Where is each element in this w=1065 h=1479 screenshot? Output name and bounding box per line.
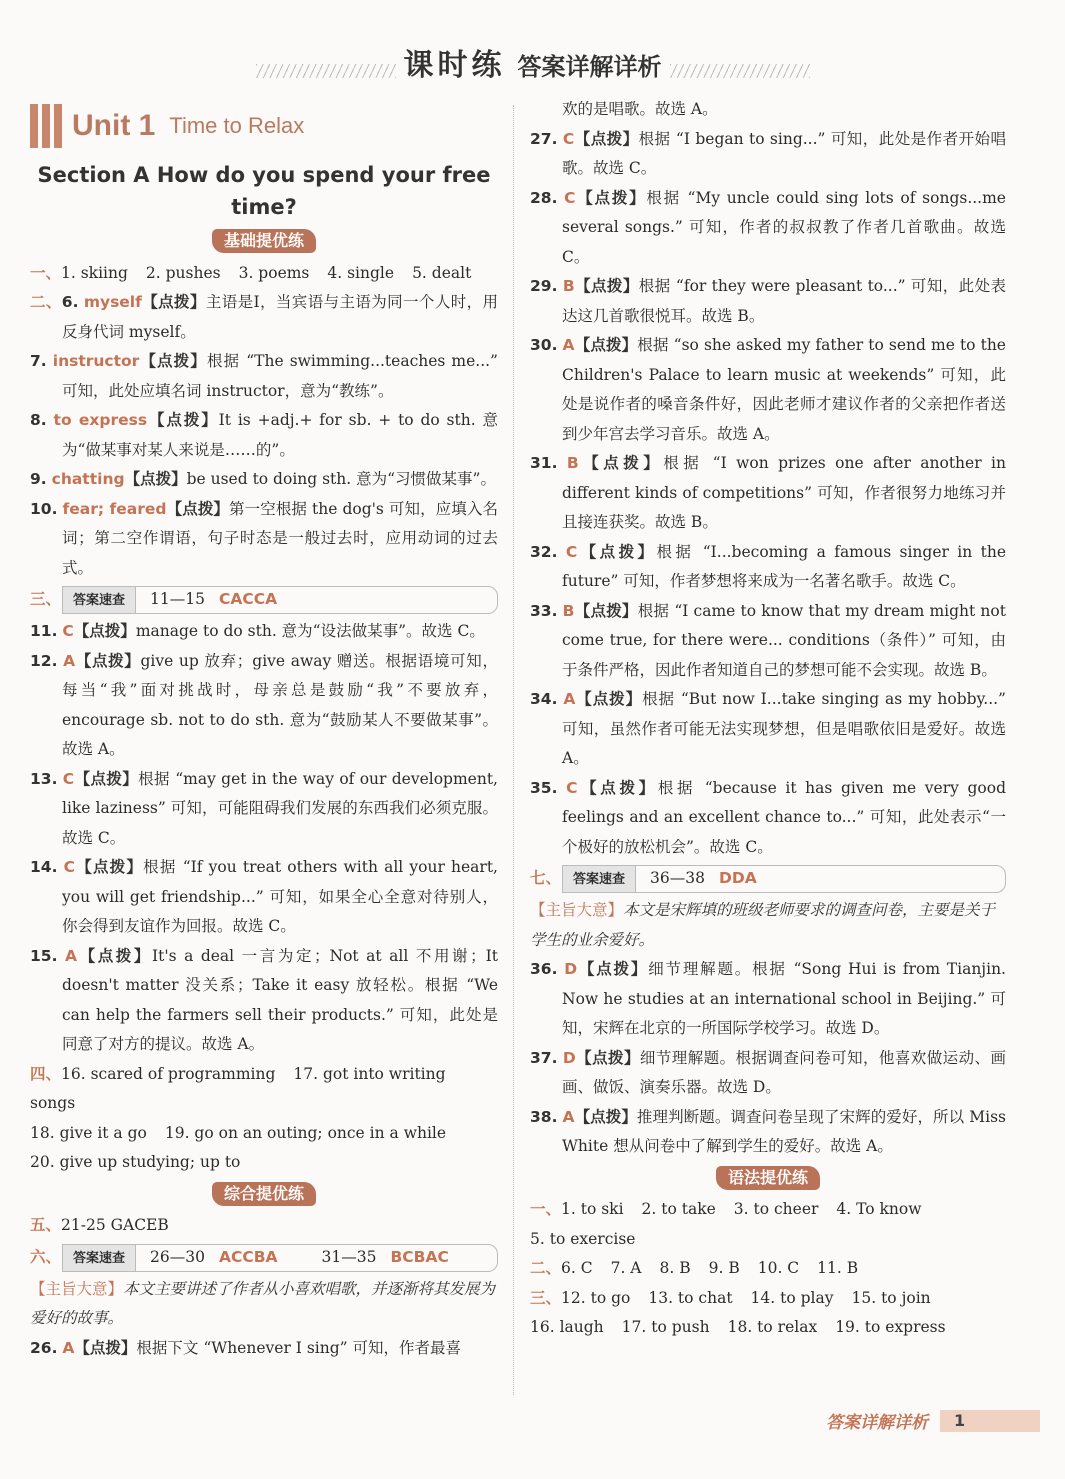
answer-part: 4. single xyxy=(327,263,395,282)
answer-row xyxy=(30,1148,498,1178)
right-column xyxy=(530,95,1006,1343)
quick-range: 31—35 xyxy=(321,1247,377,1266)
tip-label: 【点拨】 xyxy=(574,129,639,148)
answer-item xyxy=(530,184,1006,273)
item-explanation: 根据 “because it has given me very good feelings and an excellent chance to...” 可知，此处表示“一个极好的放松机会”。故选 C。 xyxy=(562,778,1006,856)
item-answer: A xyxy=(62,1338,75,1357)
quick-value: CACCA xyxy=(218,590,278,609)
item-answer: C xyxy=(564,188,576,207)
answer-part: 19. go on an outing; once in a while xyxy=(164,1123,447,1142)
answer-part: 19. to express xyxy=(835,1318,946,1336)
item-answer: chatting xyxy=(51,470,125,488)
item-explanation: 主语是I，当宾语与主语为同一个人时，用反身代词 myself。 xyxy=(62,293,498,341)
item-answer: D xyxy=(562,1048,576,1067)
answer-item xyxy=(530,331,1006,449)
tip-label: 【点拨】 xyxy=(578,454,664,472)
answer-part: 16. laugh xyxy=(530,1318,604,1336)
item-answer: B xyxy=(562,277,575,295)
footer-label: 答案详解详析 xyxy=(826,1413,928,1433)
item-number: 33. xyxy=(530,601,558,620)
answer-item xyxy=(30,347,498,406)
answer-part: 13. to chat xyxy=(648,1288,733,1307)
item-explanation: 根据 “I won prizes one after another in different kinds of competitions” 可知，作者很努力地练习并且接连获奖。故选 B。 xyxy=(562,454,1006,531)
item-explanation: 根据 “I began to sing...” 可知，此处是作者开始唱歌。故选 C。 xyxy=(562,129,1006,177)
answer-row xyxy=(30,1119,498,1149)
answer-item xyxy=(530,685,1006,774)
quick-key: 答案速查 xyxy=(63,1245,136,1271)
answer-row xyxy=(530,1225,1006,1255)
item-answer: D xyxy=(564,960,578,978)
item-number: 29. xyxy=(530,277,558,295)
item-number: 15. xyxy=(30,946,58,965)
item-explanation: It is +adj.+ for sb. + to do sth. 意为“做某事对某人来说是……的”。 xyxy=(62,411,498,459)
item-number: 30. xyxy=(530,336,558,354)
item-answer: A xyxy=(562,1107,575,1126)
answer-row xyxy=(30,1211,498,1241)
tip-label: 【点拨】 xyxy=(575,188,647,207)
banner-basic: 基础提优练 xyxy=(30,227,498,257)
item-number: 32. xyxy=(530,542,558,561)
page-header xyxy=(0,40,1065,84)
gist-paragraph xyxy=(530,896,1006,955)
item-explanation: give up 放弃；give away 赠送。根据语境可知，每当“我”面对挑战时，母亲总是鼓励“我”不要放弃，encourage sb. not to do sth. 意为“鼓励某人不要做某事”。故选 A。 xyxy=(62,651,498,758)
item-number: 31. xyxy=(530,454,558,472)
unit-bars-icon xyxy=(30,104,62,148)
tip-label: 【点拨】 xyxy=(141,293,206,311)
answer-part: 18. give it a go xyxy=(30,1123,147,1142)
answer-part: 1. to ski xyxy=(561,1200,624,1218)
item-number: 6. xyxy=(61,293,79,311)
unit-heading xyxy=(30,95,498,157)
answer-item xyxy=(30,617,498,647)
answer-row xyxy=(530,1254,1006,1284)
answer-item xyxy=(30,465,498,495)
item-number: 11. xyxy=(30,622,58,640)
item-explanation: 根据 “may get in the way of our development, like laziness” 可知，可能阻碍我们发展的东西我们必须克服。故选 C。 xyxy=(62,769,498,847)
item-number: 28. xyxy=(530,188,558,207)
answer-item xyxy=(530,449,1006,538)
item-number: 9. xyxy=(30,470,47,488)
item-number: 35. xyxy=(530,778,558,797)
item-answer: B xyxy=(562,601,575,620)
gist-text: 本文主要讲述了作者从小喜欢唱歌，并逐渐将其发展为爱好的故事。 xyxy=(30,1279,496,1327)
tip-label: 【点拨】 xyxy=(75,858,144,876)
answer-item xyxy=(530,597,1006,686)
banner-grammar xyxy=(530,1164,1006,1194)
item-number: 27. xyxy=(530,129,558,148)
item-number: 26. xyxy=(30,1338,58,1357)
item-answer: C xyxy=(566,778,578,797)
quick-key: 答案速查 xyxy=(63,587,136,613)
hatch-decoration xyxy=(256,64,396,78)
row-label: 一、 xyxy=(30,263,62,282)
gist-paragraph xyxy=(30,1275,498,1334)
answer-part: 5. dealt xyxy=(412,263,472,282)
quick-value: BCBAC xyxy=(390,1247,449,1266)
row-label: 五、 xyxy=(30,1216,62,1234)
item-explanation: be used to doing sth. 意为“习惯做某事”。 xyxy=(186,470,496,488)
item-number: 34. xyxy=(530,690,558,708)
answer-item xyxy=(30,853,498,942)
quick-range: 36—38 xyxy=(650,869,705,888)
answer-part: 11. B xyxy=(817,1259,859,1277)
item-explanation: 根据 “My uncle could sing lots of songs...me several songs.” 可知，作者的叔叔教了作者几首歌曲。故选 C。 xyxy=(562,188,1006,266)
item-explanation: 根据 “for they were pleasant to...” 可知，此处表达这几首歌很悦耳。故选 B。 xyxy=(562,277,1006,325)
tip-label: 【点拨】 xyxy=(77,946,152,965)
answer-row xyxy=(530,1284,1006,1314)
answer-part: 15. to join xyxy=(851,1288,931,1307)
quick-label: 七、 xyxy=(530,869,562,888)
tip-label: 【点拨】 xyxy=(73,622,136,640)
item-answer: C xyxy=(565,542,578,561)
item-answer: C xyxy=(63,858,76,876)
answer-part: 14. to play xyxy=(750,1288,834,1307)
quick-label: 三、 xyxy=(30,590,62,609)
tip-label: 【点拨】 xyxy=(139,352,207,370)
item-explanation: 根据 “I...becoming a famous singer in the future” 可知，作者梦想将来成为一名著名歌手。故选 C。 xyxy=(562,542,1006,590)
tip-label: 【点拨】 xyxy=(574,277,639,295)
item-answer: myself xyxy=(83,293,142,311)
answer-part: 16. scared of programming xyxy=(61,1064,276,1083)
item-explanation: 根据下文 “Whenever I sing” 可知，作者最喜 xyxy=(136,1338,461,1357)
quick-answer-bar xyxy=(30,585,498,615)
answer-row xyxy=(30,259,498,289)
tip-label: 【点拨】 xyxy=(575,690,643,708)
quick-value: ACCBA xyxy=(218,1247,278,1266)
answer-part: 8. B xyxy=(659,1259,691,1277)
unit-title: Time to Relax xyxy=(169,113,305,139)
tip-label: 【点拨】 xyxy=(124,470,187,488)
quick-range: 11—15 xyxy=(150,590,205,609)
tip-label: 【点拨】 xyxy=(577,778,658,797)
answer-item xyxy=(530,125,1006,184)
answer-part: 5. to exercise xyxy=(530,1229,636,1248)
unit-number: Unit 1 xyxy=(72,109,156,143)
item-explanation: 根据 “But now I...take singing as my hobby...” 可知，虽然作者可能无法实现梦想，但是唱歌依旧是爱好。故选 A。 xyxy=(562,690,1006,767)
answer-item xyxy=(530,955,1006,1044)
item-answer: to express xyxy=(53,411,148,429)
row-label: 二、 xyxy=(530,1259,562,1277)
answer-part: 4. To know xyxy=(836,1200,922,1218)
section-title: Section A How do you spend your free time? xyxy=(37,163,491,219)
quick-key: 答案速查 xyxy=(563,866,636,892)
answer-part: 21-25 GACEB xyxy=(61,1216,169,1234)
item-number: 13. xyxy=(30,769,58,788)
answer-row xyxy=(530,1195,1006,1225)
tip-label: 【点拨】 xyxy=(574,1107,637,1126)
tip-label: 【点拨】 xyxy=(75,651,141,670)
item-answer: C xyxy=(62,769,75,788)
item-explanation: 根据 “If you treat others with all your heart, you will get friendship...” 可知，如果全心全意对待别人，你会得到友谊作为回报。故选 C。 xyxy=(62,858,498,935)
item-answer: instructor xyxy=(52,352,140,370)
item-answer: B xyxy=(566,454,579,472)
item-explanation: 根据 “I came to know that my dream might not come true, for there were... conditions（条件）” 可知，由于条件严格，因此作者知道自己的梦想可能不会实现。故选 B。 xyxy=(562,601,1006,679)
row-label: 一、 xyxy=(530,1200,562,1218)
tip-label: 【点拨】 xyxy=(577,960,649,978)
answer-part: 12. to go xyxy=(561,1288,631,1307)
quick-range: 26—30 xyxy=(150,1247,205,1266)
item-answer: C xyxy=(562,129,575,148)
item-explanation: 根据 “so she asked my father to send me to the Children's Palace to learn music at weekends” 可知，此处是说作者的嗓音条件好，因此老师才建议作者的父亲把作者送到少年宫去学习音乐。故选 A。 xyxy=(562,336,1006,443)
answer-item xyxy=(30,765,498,854)
quick-value: DDA xyxy=(718,869,757,888)
page-number: 1 xyxy=(940,1410,1040,1432)
gist-label: 【主旨大意】 xyxy=(530,901,624,919)
tip-label: 【点拨】 xyxy=(577,542,657,561)
answer-item xyxy=(530,1103,1006,1162)
answer-part: 20. give up studying; up to xyxy=(30,1153,241,1171)
item-answer: fear; feared xyxy=(62,499,167,518)
quick-box xyxy=(62,1244,498,1272)
answer-row xyxy=(30,1060,498,1119)
left-column xyxy=(30,95,498,1363)
item-number: 12. xyxy=(30,651,58,670)
answer-part: 17. to push xyxy=(621,1318,710,1336)
answer-part: 7. A xyxy=(610,1259,642,1277)
item-explanation: 第一空根据 the dog's 可知，应填入名词；第二空作谓语，句子时态是一般过去时，应用动词的过去式。 xyxy=(62,499,498,577)
tip-label: 【点拨】 xyxy=(74,769,139,788)
quick-label: 六、 xyxy=(30,1247,62,1266)
hatch-decoration xyxy=(670,64,810,78)
answer-part: 3. to cheer xyxy=(733,1200,819,1218)
item-continuation: 欢的是唱歌。故选 A。 xyxy=(562,100,718,118)
gist-text: 本文是宋辉填的班级老师要求的调查问卷，主要是关于学生的业余爱好。 xyxy=(530,901,996,949)
answer-item xyxy=(530,272,1006,331)
item-answer: A xyxy=(562,336,575,354)
item-number: 38. xyxy=(530,1107,558,1126)
answer-part: 6. C xyxy=(561,1259,593,1277)
banner-text: 语法提优练 xyxy=(716,1166,820,1190)
answer-part: 9. B xyxy=(708,1259,740,1277)
answer-part: 10. C xyxy=(757,1259,800,1277)
answer-item xyxy=(30,942,498,1060)
answer-item xyxy=(30,1334,498,1364)
header-subtitle: 答案详解详析 xyxy=(517,53,662,81)
item-label: 二、 xyxy=(30,293,62,311)
quick-answer-bar xyxy=(530,864,1006,894)
item-answer: A xyxy=(563,690,576,708)
answer-part: 3. poems xyxy=(238,263,310,282)
answer-part: 2. to take xyxy=(641,1200,716,1218)
tip-label: 【点拨】 xyxy=(575,1048,640,1067)
answer-item xyxy=(30,288,498,347)
column-divider xyxy=(513,105,514,1395)
item-number: 37. xyxy=(530,1048,558,1067)
row-label: 四、 xyxy=(30,1064,62,1083)
item-number: 14. xyxy=(30,858,58,876)
quick-box xyxy=(62,586,498,614)
quick-box xyxy=(562,865,1006,893)
answer-item xyxy=(30,495,498,584)
item-explanation: 细节理解题。根据 “Song Hui is from Tianjin. Now he studies at an international school in Beijing.” 可知，宋辉在北京的一所国际学校学习。故选 D。 xyxy=(562,960,1006,1037)
item-answer: A xyxy=(65,946,77,965)
item-number: 10. xyxy=(30,499,58,518)
item-explanation: 细节理解题。根据调查问卷可知，他喜欢做运动、画画、做饭、演奏乐器。故选 D。 xyxy=(562,1048,1006,1096)
item-explanation: It's a deal 一言为定；Not at all 不用谢；It doesn't matter 没关系；Take it easy 放轻松。根据 “We can help the farmers sell their products.” 可知，此处是同意了对方的提议。故选 A。 xyxy=(62,946,498,1053)
answer-item xyxy=(530,1044,1006,1103)
answer-item xyxy=(30,647,498,765)
row-label: 三、 xyxy=(530,1288,562,1307)
item-number: 7. xyxy=(30,352,47,370)
answer-item xyxy=(30,406,498,465)
tip-label: 【点拨】 xyxy=(166,499,230,518)
answer-part: 18. to relax xyxy=(727,1318,818,1336)
answer-part: 2. pushes xyxy=(145,263,221,282)
tip-label: 【点拨】 xyxy=(574,336,638,354)
answer-row xyxy=(530,1313,1006,1343)
gist-label: 【主旨大意】 xyxy=(30,1279,124,1298)
tip-label: 【点拨】 xyxy=(74,1338,137,1357)
tip-label: 【点拨】 xyxy=(574,601,638,620)
answer-part: 17. got into writing songs xyxy=(30,1064,446,1112)
item-explanation: 根据 “The swimming...teaches me...” 可知，此处应填名词 instructor，意为“教练”。 xyxy=(62,352,498,400)
banner-comprehensive xyxy=(30,1180,498,1210)
answer-item xyxy=(530,774,1006,863)
answer-part: 1. skiing xyxy=(61,263,128,282)
answer-item xyxy=(530,538,1006,597)
item-answer: C xyxy=(62,622,74,640)
header-title: 课时练 xyxy=(403,48,506,83)
tip-label: 【点拨】 xyxy=(147,411,219,429)
item-number: 36. xyxy=(530,960,558,978)
banner-text: 综合提优练 xyxy=(212,1182,316,1206)
page-footer xyxy=(826,1408,1040,1433)
item-explanation: 推理判断题。调查问卷呈现了宋辉的爱好，所以 Miss White 想从问卷中了解到学生的爱好。故选 A。 xyxy=(562,1107,1006,1155)
item-number: 8. xyxy=(30,411,47,429)
quick-answer-bar xyxy=(30,1243,498,1273)
item-answer: A xyxy=(63,651,76,670)
item-explanation: manage to do sth. 意为“设法做某事”。故选 C。 xyxy=(135,622,485,640)
